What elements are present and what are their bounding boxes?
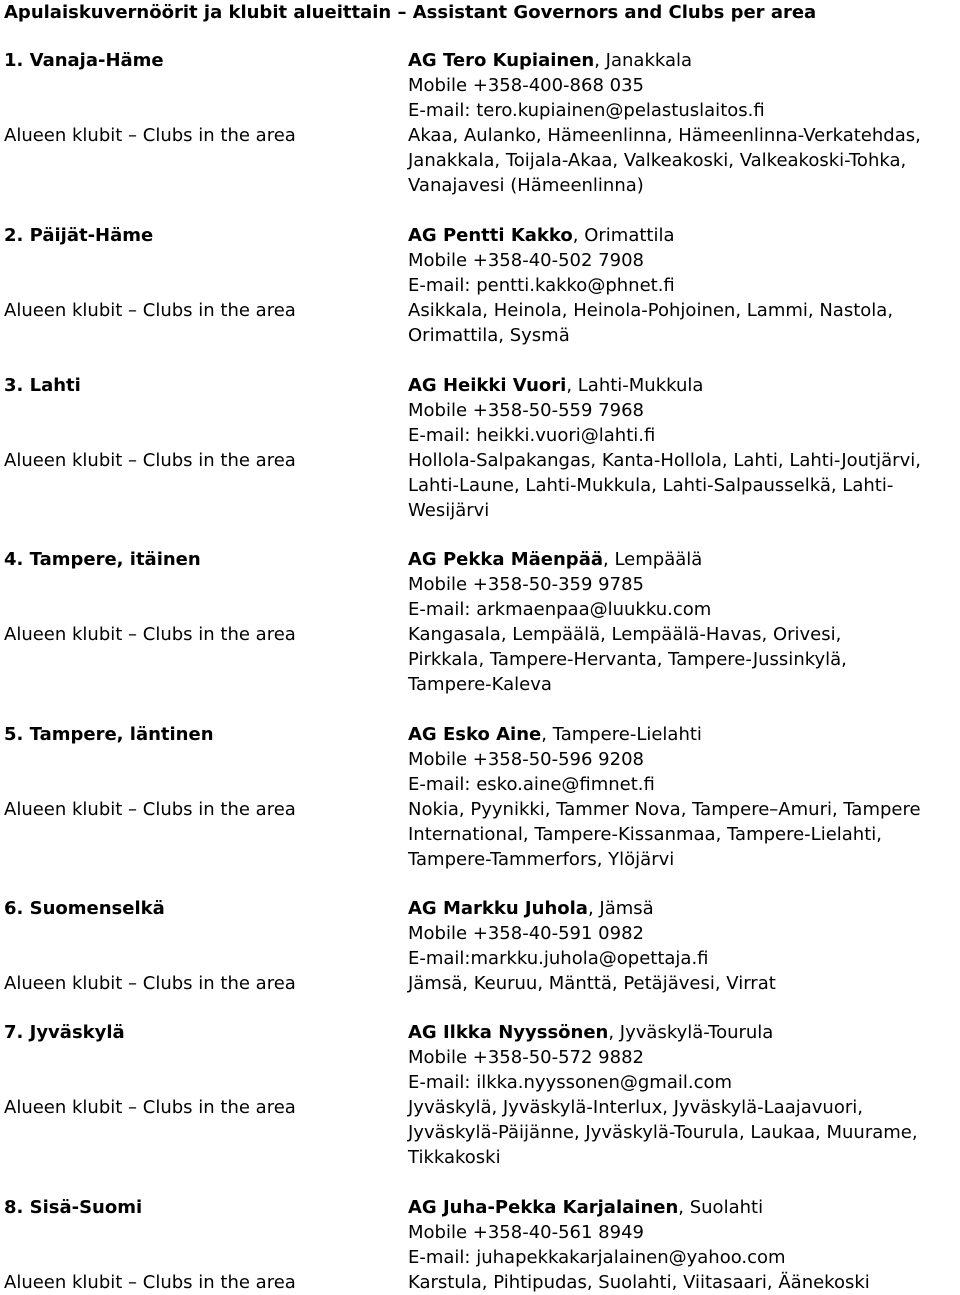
clubs-row (0, 847, 960, 872)
mobile-row (0, 1220, 960, 1245)
spacer (0, 747, 408, 772)
ag-email: E-mail: arkmaenpaa@luukku.com (408, 599, 712, 620)
mobile-row (0, 572, 960, 597)
clubs-list-line: Wesijärvi (408, 500, 490, 521)
area-section (0, 373, 960, 523)
clubs-row (0, 1120, 960, 1145)
ag-email: E-mail: pentti.kakko@phnet.fi (408, 275, 675, 296)
clubs-list-line: Hollola-Salpakangas, Kanta-Hollola, Lahti, Lahti-Joutjärvi, (408, 450, 921, 471)
clubs-list-line: Tikkakoski (408, 1147, 501, 1168)
ag-name: AG Esko Aine (408, 724, 542, 745)
clubs-label: Alueen klubit – Clubs in the area (4, 125, 296, 146)
spacer (0, 73, 408, 98)
clubs-row (0, 797, 960, 822)
spacer (0, 273, 408, 298)
clubs-list-line: Orimattila, Sysmä (408, 325, 570, 346)
clubs-row (0, 822, 960, 847)
ag-row (0, 722, 960, 747)
spacer (0, 946, 408, 971)
ag-email: E-mail: heikki.vuori@lahti.fi (408, 425, 656, 446)
email-row (0, 946, 960, 971)
ag-email: E-mail: juhapekkakarjalainen@yahoo.com (408, 1247, 786, 1268)
spacer (0, 1070, 408, 1095)
clubs-list-line: Janakkala, Toijala-Akaa, Valkeakoski, Valkeakoski-Tohka, (408, 150, 907, 171)
email-row (0, 772, 960, 797)
ag-info (408, 48, 960, 73)
area-section (0, 1020, 960, 1170)
clubs-row (0, 1145, 960, 1170)
spacer (0, 473, 408, 498)
ag-mobile: Mobile +358-400-868 035 (408, 75, 644, 96)
spacer (0, 98, 408, 123)
ag-mobile: Mobile +358-50-559 7968 (408, 400, 644, 421)
ag-name: AG Ilkka Nyyssönen (408, 1022, 609, 1043)
spacer (0, 1045, 408, 1070)
ag-mobile: Mobile +358-50-572 9882 (408, 1047, 644, 1068)
spacer (0, 1245, 408, 1270)
ag-info (408, 722, 960, 747)
email-row (0, 1070, 960, 1095)
ag-location: , Jyväskylä-Tourula (608, 1022, 774, 1043)
region-name: 2. Päijät-Häme (4, 225, 154, 246)
clubs-row (0, 498, 960, 523)
email-row (0, 597, 960, 622)
clubs-row (0, 622, 960, 647)
ag-mobile: Mobile +358-50-359 9785 (408, 574, 644, 595)
clubs-list-line: Akaa, Aulanko, Hämeenlinna, Hämeenlinna-Verkatehdas, (408, 125, 921, 146)
mobile-row (0, 398, 960, 423)
area-section (0, 896, 960, 996)
clubs-row (0, 1270, 960, 1295)
clubs-list-line: Lahti-Laune, Lahti-Mukkula, Lahti-Salpausselkä, Lahti- (408, 475, 894, 496)
spacer (0, 173, 408, 198)
clubs-label: Alueen klubit – Clubs in the area (4, 1097, 296, 1118)
clubs-label: Alueen klubit – Clubs in the area (4, 973, 296, 994)
ag-row (0, 1195, 960, 1220)
ag-location: , Suolahti (678, 1197, 764, 1218)
ag-location: , Tampere-Lielahti (541, 724, 702, 745)
ag-info (408, 223, 960, 248)
spacer (0, 772, 408, 797)
clubs-row (0, 123, 960, 148)
spacer (0, 822, 408, 847)
clubs-list-line: Jyväskylä, Jyväskylä-Interlux, Jyväskylä-Laajavuori, (408, 1097, 863, 1118)
mobile-row (0, 921, 960, 946)
ag-row (0, 547, 960, 572)
spacer (0, 672, 408, 697)
ag-location: , Lahti-Mukkula (566, 375, 704, 396)
clubs-label: Alueen klubit – Clubs in the area (4, 799, 296, 820)
clubs-list-line: Karstula, Pihtipudas, Suolahti, Viitasaari, Äänekoski (408, 1272, 870, 1293)
area-section (0, 547, 960, 697)
clubs-list-line: Nokia, Pyynikki, Tammer Nova, Tampere–Amuri, Tampere (408, 799, 921, 820)
page-title: Apulaiskuvernöörit ja klubit alueittain – Assistant Governors and Clubs per area (4, 2, 817, 23)
ag-mobile: Mobile +358-50-596 9208 (408, 749, 644, 770)
ag-row (0, 223, 960, 248)
clubs-list-line: International, Tampere-Kissanmaa, Tampere-Lielahti, (408, 824, 882, 845)
region-name: 7. Jyväskylä (4, 1022, 125, 1043)
ag-name: AG Heikki Vuori (408, 375, 567, 396)
ag-mobile: Mobile +358-40-502 7908 (408, 250, 644, 271)
email-row (0, 273, 960, 298)
clubs-row (0, 448, 960, 473)
ag-location: , Jämsä (587, 898, 654, 919)
clubs-row (0, 298, 960, 323)
region-name: 8. Sisä-Suomi (4, 1197, 143, 1218)
spacer (0, 921, 408, 946)
spacer (0, 1120, 408, 1145)
clubs-row (0, 473, 960, 498)
spacer (0, 148, 408, 173)
area-section (0, 1195, 960, 1295)
ag-name: AG Tero Kupiainen (408, 50, 595, 71)
ag-location: , Orimattila (572, 225, 675, 246)
mobile-row (0, 73, 960, 98)
spacer (0, 1220, 408, 1245)
ag-email: E-mail: ilkka.nyyssonen@gmail.com (408, 1072, 733, 1093)
clubs-row (0, 971, 960, 996)
area-section (0, 223, 960, 348)
ag-info (408, 1020, 960, 1045)
mobile-row (0, 248, 960, 273)
area-section (0, 48, 960, 198)
ag-name: AG Pekka Mäenpää (408, 549, 603, 570)
clubs-label: Alueen klubit – Clubs in the area (4, 300, 296, 321)
spacer (0, 1145, 408, 1170)
spacer (0, 323, 408, 348)
ag-info (408, 373, 960, 398)
ag-email: E-mail: esko.aine@fimnet.fi (408, 774, 655, 795)
ag-row (0, 1020, 960, 1045)
clubs-list-line: Asikkala, Heinola, Heinola-Pohjoinen, Lammi, Nastola, (408, 300, 894, 321)
area-section (0, 722, 960, 872)
ag-location: , Janakkala (594, 50, 693, 71)
ag-info (408, 547, 960, 572)
clubs-label: Alueen klubit – Clubs in the area (4, 450, 296, 471)
region-name: 3. Lahti (4, 375, 81, 396)
clubs-list-line: Jämsä, Keuruu, Mänttä, Petäjävesi, Virrat (408, 973, 776, 994)
spacer (0, 572, 408, 597)
region-name: 6. Suomenselkä (4, 898, 165, 919)
clubs-row (0, 173, 960, 198)
ag-email: E-mail:markku.juhola@opettaja.fi (408, 948, 709, 969)
ag-mobile: Mobile +358-40-591 0982 (408, 923, 644, 944)
spacer (0, 647, 408, 672)
clubs-list-line: Kangasala, Lempäälä, Lempäälä-Havas, Orivesi, (408, 624, 842, 645)
spacer (0, 847, 408, 872)
email-row (0, 423, 960, 448)
ag-location: , Lempäälä (603, 549, 703, 570)
ag-name: AG Juha-Pekka Karjalainen (408, 1197, 679, 1218)
clubs-row (0, 672, 960, 697)
email-row (0, 98, 960, 123)
ag-email: E-mail: tero.kupiainen@pelastuslaitos.fi (408, 100, 765, 121)
ag-row (0, 896, 960, 921)
clubs-label: Alueen klubit – Clubs in the area (4, 1272, 296, 1293)
region-name: 1. Vanaja-Häme (4, 50, 164, 71)
region-name: 4. Tampere, itäinen (4, 549, 201, 570)
mobile-row (0, 1045, 960, 1070)
region-name: 5. Tampere, läntinen (4, 724, 214, 745)
ag-name: AG Markku Juhola (408, 898, 588, 919)
clubs-list-line: Pirkkala, Tampere-Hervanta, Tampere-Jussinkylä, (408, 649, 847, 670)
clubs-row (0, 647, 960, 672)
clubs-list-line: Vanajavesi (Hämeenlinna) (408, 175, 644, 196)
mobile-row (0, 747, 960, 772)
spacer (0, 248, 408, 273)
email-row (0, 1245, 960, 1270)
clubs-label: Alueen klubit – Clubs in the area (4, 624, 296, 645)
ag-row (0, 373, 960, 398)
ag-row (0, 48, 960, 73)
clubs-list-line: Tampere-Kaleva (408, 674, 552, 695)
clubs-row (0, 148, 960, 173)
ag-info (408, 1195, 960, 1220)
spacer (0, 498, 408, 523)
clubs-list-line: Jyväskylä-Päijänne, Jyväskylä-Tourula, Laukaa, Muurame, (408, 1122, 918, 1143)
clubs-row (0, 323, 960, 348)
spacer (0, 423, 408, 448)
ag-mobile: Mobile +358-40-561 8949 (408, 1222, 644, 1243)
clubs-list-line: Tampere-Tammerfors, Ylöjärvi (408, 849, 675, 870)
clubs-row (0, 1095, 960, 1120)
ag-name: AG Pentti Kakko (408, 225, 573, 246)
ag-info (408, 896, 960, 921)
spacer (0, 398, 408, 423)
spacer (0, 597, 408, 622)
